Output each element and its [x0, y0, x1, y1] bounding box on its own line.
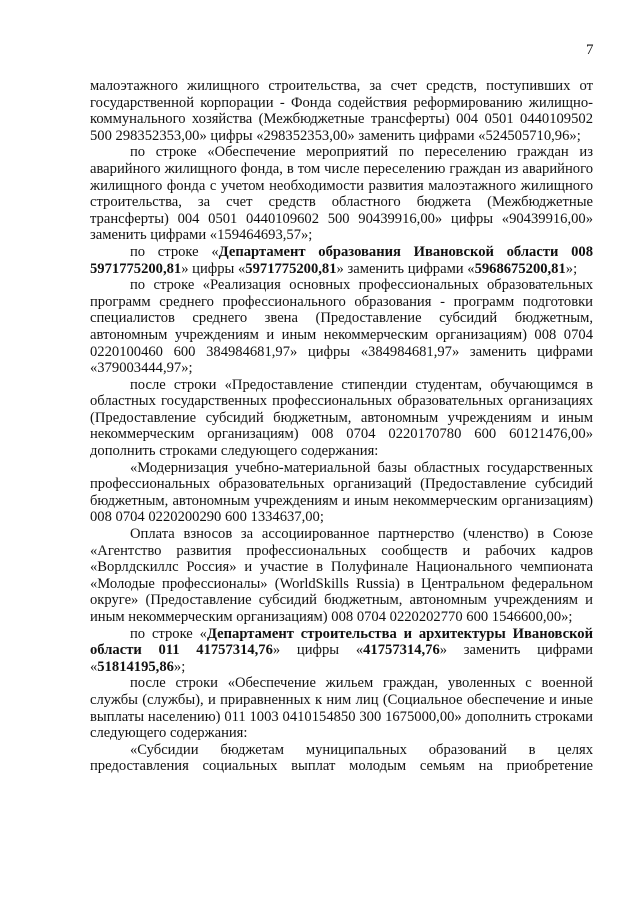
bold-text: 41757314,76: [363, 642, 440, 659]
text-run: по строке «Реализация основных профессиональных образовательных программ среднего профессионального образования - программ подготовки специалистов среднего звена (Предоставление субсидий бюджетным, автономным учреждениям и иным некоммерческим организациям) 008 0704 0220100460 600 384984681,97» цифры «384984681,97» заменить цифрами «379003444,97»;: [90, 277, 593, 377]
paragraph-5: [90, 377, 593, 460]
text-run: по строке «: [130, 625, 207, 642]
paragraph-7: [90, 526, 593, 626]
paragraph-9: [90, 675, 593, 741]
bold-text: Департамент образования Ивановской области 008 5971775200,81: [90, 243, 593, 277]
paragraph-2: [90, 144, 593, 244]
text-run: » заменить цифрами «: [336, 260, 475, 277]
paragraph-3: [90, 244, 593, 277]
bold-text: 5968675200,81: [474, 260, 566, 277]
paragraph-10: [90, 742, 593, 775]
bold-text: Департамент строительства и архитектуры Ивановской области 011 41757314,76: [90, 625, 593, 659]
bold-text: 5971775200,81: [245, 260, 337, 277]
paragraph-8: [90, 626, 593, 676]
text-run: Оплата взносов за ассоциированное партнерство (членство) в Союзе «Агентство развития профессиональных сообществ и рабочих кадров «Ворлдскиллс Россия» и участие в Полуфинале Национального чемпионата «Молодые профессионалы» (WorldSkills Russia) в Центральном федеральном округе» (Предоставление субсидий бюджетным, автономным учреждениям и иным некоммерческим организациям) 008 0704 0220202770 600 1546600,00»;: [90, 526, 593, 625]
bold-text: 51814195,86: [97, 658, 174, 675]
text-run: »;: [565, 260, 578, 277]
text-run: малоэтажного жилищного строительства, за счет средств, поступивших от государственной корпорации - Фонда содействия реформированию жилищно-коммунального хозяйства (Межбюджетные трансферты) 004 0501 0440109502 500 298352353,00» цифры «298352353,00» заменить цифрами «524505710,96»;: [90, 78, 593, 144]
text-run: » заменить цифрами «: [90, 642, 593, 675]
text-run: » цифры «: [272, 642, 364, 659]
text-run: по строке «Обеспечение мероприятий по переселению граждан из аварийного жилищного фонда, в том числе переселению граждан из аварийного жилищного фонда с учетом необходимости развития малоэтажного жилищного строительства, за счет средств областного бюджета (Межбюджетные трансферты) 004 0501 0440109602 500 90439916,00» цифры «90439916,00» заменить цифрами «159464693,57»;: [90, 144, 593, 244]
document-body: [90, 78, 593, 775]
text-run: по строке «: [130, 243, 219, 260]
text-run: »;: [173, 658, 186, 675]
paragraph-1: [90, 78, 593, 144]
text-run: после строки «Предоставление стипендии студентам, обучающимся в областных государственных профессиональных образовательных организациях (Предоставление субсидий бюджетным, автономным учреждениям и иным некоммерческим организациям) 008 0704 0220170780 600 60121476,00» дополнить строками следующего содержания:: [90, 376, 593, 460]
paragraph-4: [90, 277, 593, 377]
page-number: 7: [586, 42, 594, 58]
text-run: «Модернизация учебно-материальной базы областных государственных профессиональных образовательных организаций (Предоставление субсидий бюджетным, автономным учреждениям и иным некоммерческим организациям) 008 0704 0220200290 600 1334637,00;: [90, 459, 593, 526]
text-run: «Субсидии бюджетам муниципальных образований в целях предоставления социальных выплат молодым семьям на приобретение: [90, 741, 593, 775]
paragraph-6: [90, 460, 593, 526]
text-run: » цифры «: [181, 260, 246, 277]
text-run: после строки «Обеспечение жильем граждан, уволенных с военной службы (службы), и приравненных к ним лиц (Социальное обеспечение и иные выплаты населению) 011 1003 0410154850 300 1675000,00» дополнить строками следующего содержания:: [90, 675, 593, 742]
